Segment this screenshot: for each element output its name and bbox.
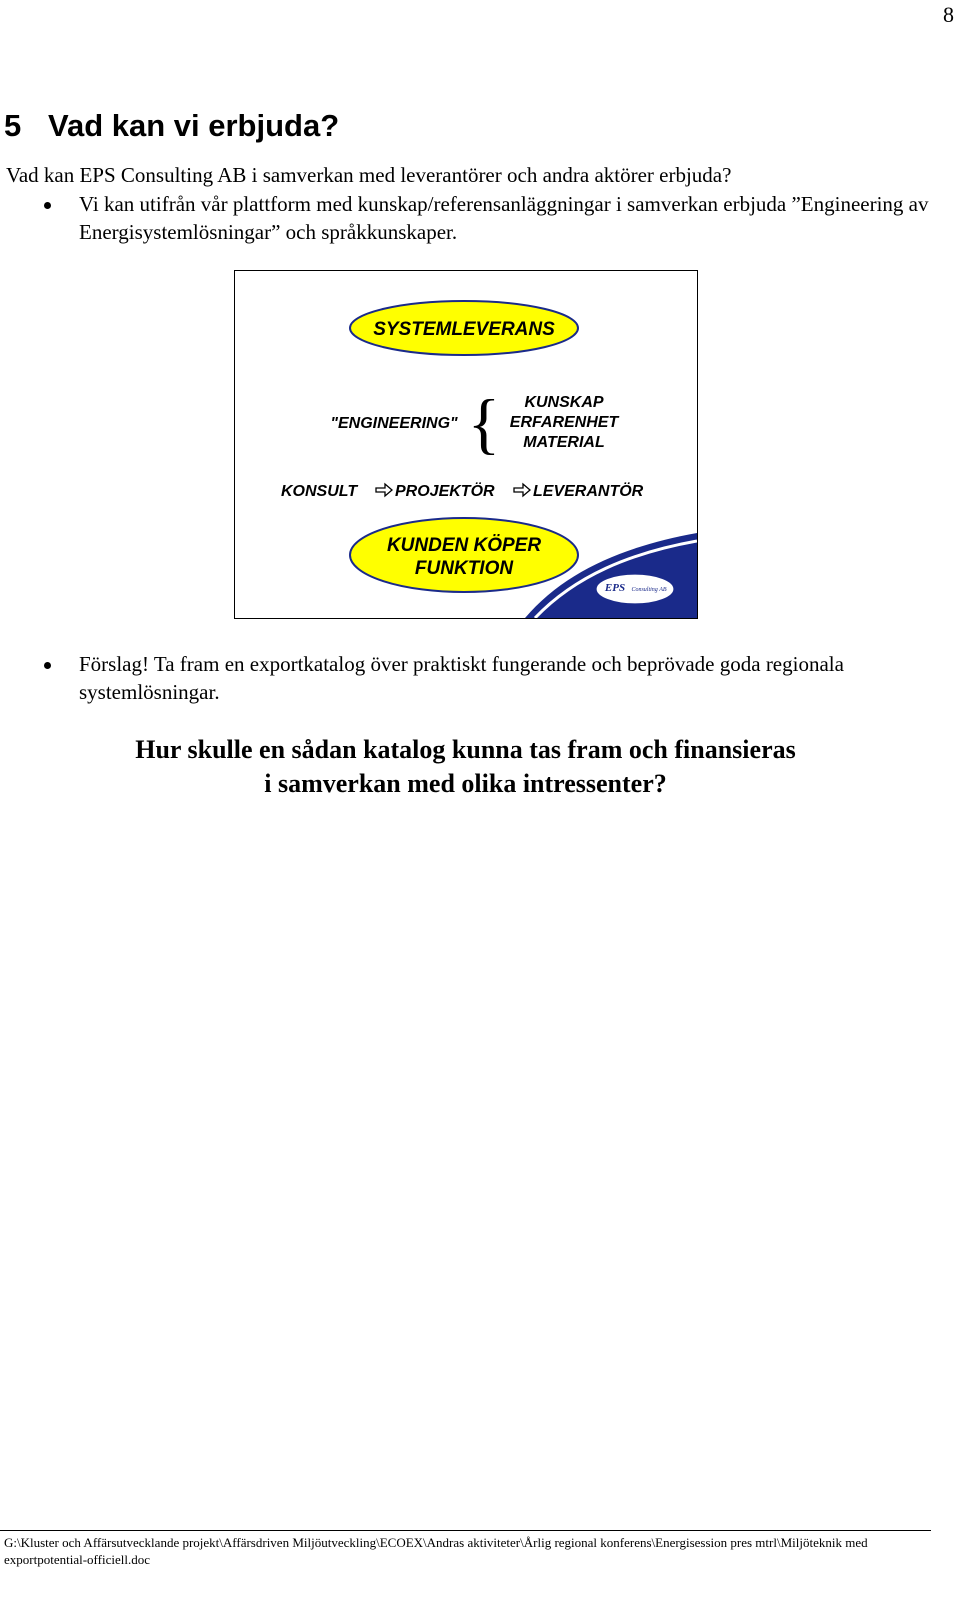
footer-file-path: G:\Kluster och Affärsutvecklande projekt\Affärsdriven Miljöutveckling\ECOEX\Andras aktiviteter\Årlig regional konferens\Energisession pres mtrl\Miljöteknik med exportpotential-officiell.doc	[4, 1535, 868, 1567]
list-item-kunskap: KUNSKAP	[524, 394, 604, 411]
bullet-icon	[44, 202, 51, 209]
engineering-label: "ENGINEERING"	[330, 415, 458, 432]
brace-icon: {	[467, 385, 501, 461]
list-item-erfarenhet: ERFARENHET	[509, 414, 619, 431]
kunden-label-line2: FUNKTION	[414, 558, 514, 579]
question-line-1: Hur skulle en sådan katalog kunna tas fram och finansieras	[135, 735, 796, 764]
systemleverans-label: SYSTEMLEVERANS	[373, 319, 555, 340]
figure-canvas	[235, 271, 697, 618]
intro-paragraph: Vad kan EPS Consulting AB i samverkan med leverantörer och andra aktörer erbjuda?	[6, 163, 732, 187]
bullet-text: Vi kan utifrån vår plattform med kunskap/referensanläggningar i samverkan erbjuda ”Engineering av Energisystemlösningar” och språkkunskaper.	[79, 192, 929, 244]
bullet-text: Förslag! Ta fram en exportkatalog över praktiskt fungerande och beprövade goda regionala systemlösningar.	[79, 652, 844, 704]
eps-logo-mark: EPS	[604, 582, 626, 594]
kunden-label-line1: KUNDEN KÖPER	[386, 535, 542, 556]
chain-konsult: KONSULT	[281, 483, 358, 500]
page-number: 8	[943, 2, 954, 27]
arrow-right-icon	[376, 484, 392, 496]
chain-projektor: PROJEKTÖR	[395, 483, 495, 500]
list-item-material: MATERIAL	[523, 434, 605, 451]
chain-leverantor: LEVERANTÖR	[533, 483, 644, 500]
closing-question	[0, 733, 931, 801]
section-title: Vad kan vi erbjuda?	[48, 108, 340, 143]
bullet-icon	[44, 662, 51, 669]
footer-divider	[0, 1530, 931, 1531]
arrow-right-icon	[514, 484, 530, 496]
section-heading	[4, 108, 339, 144]
question-line-2: i samverkan med olika intressenter?	[264, 769, 667, 798]
bullet-item-forslag	[0, 650, 940, 706]
systemleverans-figure	[234, 270, 698, 619]
bullet-item-platform	[0, 190, 940, 246]
section-number: 5	[4, 108, 22, 143]
eps-logo-name: Consulting AB	[631, 587, 667, 593]
